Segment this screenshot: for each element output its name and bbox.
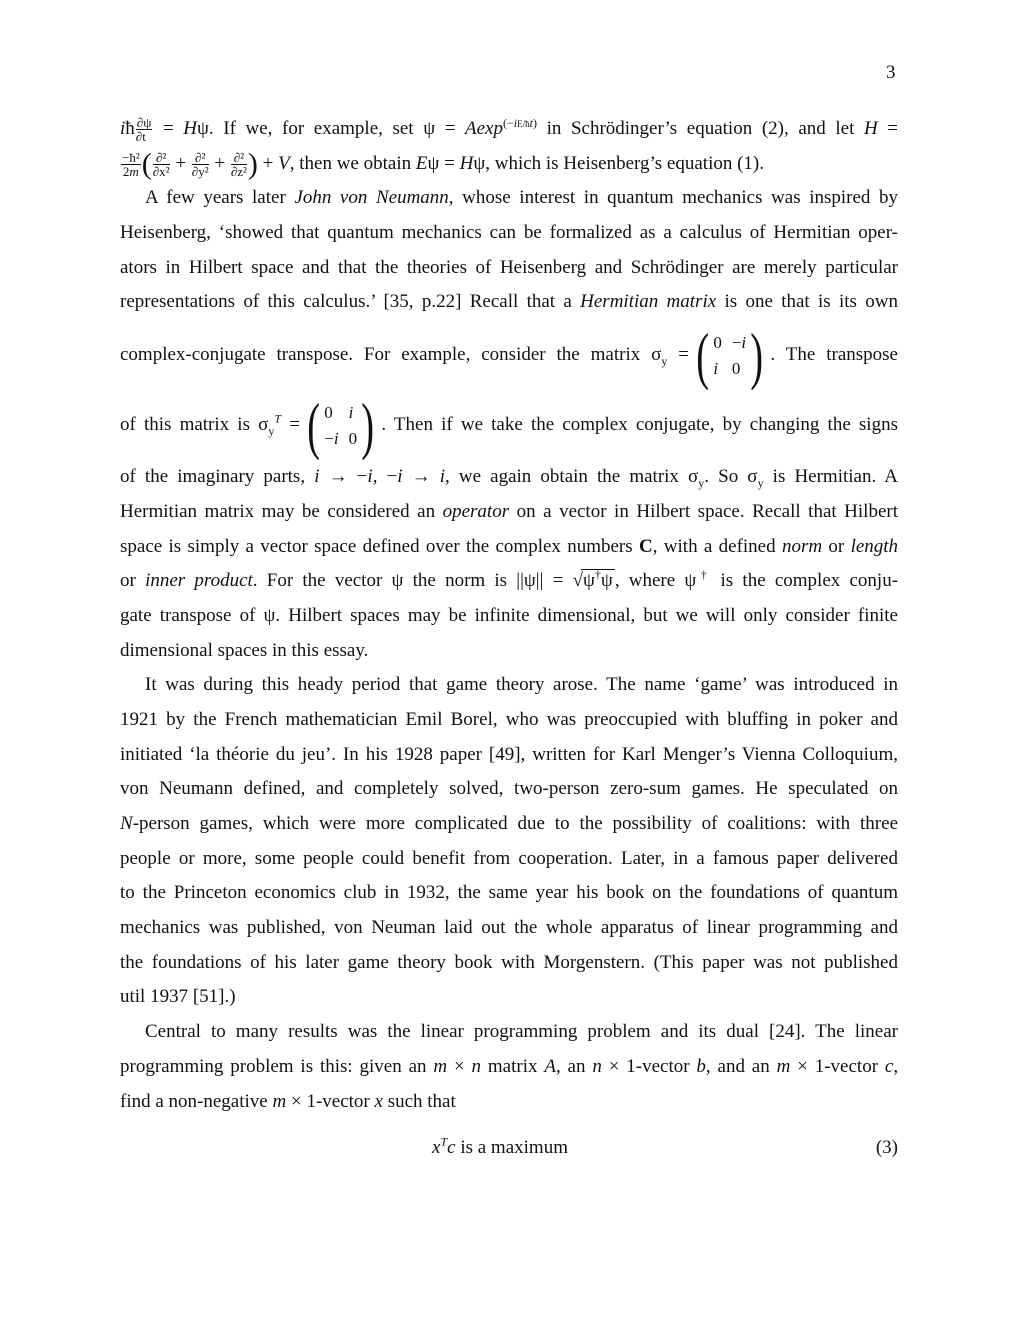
text: is one that is its own: [724, 291, 898, 313]
text: , and an: [705, 1055, 770, 1077]
text: . The transpose: [770, 344, 898, 366]
para2-line4: [120, 285, 898, 320]
para3-line6: people or more, some people could benefit from cooperation. Later, in a famous paper delivered: [120, 847, 898, 869]
text: or: [120, 570, 136, 592]
text: , which is Heisenberg’s equation (1).: [485, 152, 765, 174]
para3-line4: von Neumann defined, and completely solved, two-person zero-sum games. He speculated on: [120, 778, 898, 800]
term-inner-product: inner product: [145, 570, 253, 592]
text: is a maximum: [460, 1137, 568, 1159]
text: , then we obtain: [289, 152, 412, 174]
partial-t-fraction: $\frac{\partial\psi}{\partial t}$: [135, 115, 152, 145]
para2-line10: or inner product. For the vector ψ the norm is ||ψ|| = √ψ†ψ , where ψ† is the complex conju-: [120, 567, 898, 592]
text: . Hilbert spaces may be infinite dimensional, but we will only consider finite: [275, 604, 898, 626]
para4-line3: find a non-negative m × 1-vector x such that: [120, 1090, 456, 1112]
text: , where: [614, 570, 676, 592]
term-operator: operator: [442, 500, 510, 522]
hbar-fraction: $\frac{\text{−ħ²}}{2m}$: [122, 149, 140, 179]
para2-line7: of the imaginary parts, i → −i, −i → i, we again obtain the matrix $\sigma_y$. So $\sigma_y$ is Hermitian. A: [120, 466, 898, 490]
para3-line5: [120, 807, 898, 842]
text: , an: [555, 1055, 586, 1077]
page-number: 3: [886, 62, 896, 83]
equation-3: [120, 1131, 898, 1166]
text: is the complex conju-: [720, 570, 898, 592]
text: . Then if we take the complex conjugate, by changing the signs: [381, 414, 898, 436]
text: is Hermitian. A: [772, 466, 898, 488]
para4-line2: programming problem is this: given an m × n matrix A, an n × 1-vector b, and an m × 1-vector c,: [120, 1055, 898, 1077]
para3-line3: initiated ‘la théorie du jeu’. In his 1928 paper [49], written for Karl Menger’s Vienna Colloquium,: [120, 743, 898, 765]
para3-line9: the foundations of his later game theory book with Morgenstern. (This paper was not published: [120, 951, 898, 973]
text: complex-conjugate transpose. For example, consider the matrix: [120, 344, 641, 366]
text: . So: [704, 466, 739, 488]
text: matrix: [487, 1055, 538, 1077]
text: space is simply a vector space defined over the complex numbers: [120, 535, 633, 557]
text: 1-vector: [306, 1090, 370, 1112]
para2-line2: Heisenberg, ‘showed that quantum mechanics can be formalized as a calculus of Hermitian oper-: [120, 222, 898, 244]
para1-line2: $\frac{\text{−ħ²}}{2m}$ ( $\frac{\text{∂²}}{\text{∂x²}}$ + $\frac{\text{∂²}}{\text{∂y²}}$ + $\frac{\text{∂²}}{\text{∂z²}}$ ) + V, then we obtain Eψ = Hψ, which is Heisenberg’s equation (1).: [122, 146, 765, 180]
para2-line12: dimensional spaces in this essay.: [120, 639, 369, 661]
para3-line8: mechanics was published, von Neuman laid out the whole apparatus of linear programming and: [120, 917, 898, 939]
var-n: N: [120, 813, 133, 834]
text: the norm is: [412, 570, 508, 592]
term-length: length: [850, 535, 898, 557]
sigma-y-transpose-matrix: ( 0 i −i 0 ): [307, 390, 375, 461]
para2-line3: ators in Hilbert space and that the theories of Heisenberg and Schrödinger are merely particular: [120, 256, 898, 278]
equation-3-body: $x^Tc$ is a maximum: [432, 1134, 568, 1159]
text: , whose interest in quantum mechanics was inspired by: [448, 187, 898, 209]
text: on a vector in Hilbert space. Recall that Hilbert: [516, 500, 898, 522]
text: representations of this calculus.’ [35, p.22] Recall that a: [120, 291, 572, 313]
text: , with a defined: [652, 535, 776, 557]
para1-line1: iħ $\frac{\partial\psi}{\partial t}$ = Hψ. If we, for example, set ψ = Aexp$^{(-iE/ħt)}$ in Schrödinger’s equation (2), and let H =: [120, 115, 898, 145]
equation-3-number: (3): [875, 1137, 898, 1159]
text: find a non-negative: [120, 1090, 268, 1112]
sigma-y-matrix: ( 0 −i i 0 ): [696, 320, 764, 391]
term-hermitian-matrix: Hermitian matrix: [580, 291, 717, 313]
para2-line9: space is simply a vector space defined over the complex numbers C, with a defined norm or length: [120, 535, 898, 557]
text: of this matrix is: [120, 414, 250, 436]
para3-line1: It was during this heady period that game theory arose. The name ‘game’ was introduced in: [145, 674, 898, 696]
text: If we, for example, set: [223, 118, 414, 139]
text: 1-vector: [814, 1055, 879, 1077]
name-john-von-neumann: John von Neumann: [294, 187, 449, 209]
page-body: [120, 112, 898, 1166]
para4-line1: Central to many results was the linear programming problem and its dual [24]. The linear: [145, 1021, 898, 1043]
text: , we again obtain the matrix: [445, 466, 679, 488]
para2-line6: of this matrix is $\sigma_y^T$ = ( 0 i −i 0 ) . Then if we take the complex conjugate, by changing the signs: [120, 390, 898, 461]
para2-line8: [120, 495, 898, 530]
para2-line1: [120, 181, 898, 216]
para3-line2: 1921 by the French mathematician Emil Borel, who was preoccupied with bluffing in poker and: [120, 708, 898, 730]
text: Hermitian matrix may be considered an: [120, 500, 436, 522]
text: or: [828, 535, 845, 557]
text: . For the vector: [252, 570, 383, 592]
text: in Schrödinger’s equation (2), and let: [546, 118, 855, 139]
text: 1-vector: [626, 1055, 690, 1077]
term-norm: norm: [781, 535, 823, 557]
text: A few years later: [145, 187, 286, 209]
para3-line7: to the Princeton economics club in 1932, the same year his book on the foundations of quantum: [120, 882, 898, 904]
text: gate transpose of: [120, 604, 256, 626]
para2-line5: complex-conjugate transpose. For example, consider the matrix $\sigma_y$ = ( 0 −i i 0 ) . The transpose: [120, 320, 898, 391]
text: of the imaginary parts,: [120, 466, 306, 488]
text: such that: [387, 1090, 456, 1112]
text: programming problem is this: given an: [120, 1055, 427, 1077]
text: -person games, which were more complicated due to the possibility of coalitions: with three: [132, 813, 898, 834]
para2-line11: gate transpose of ψ. Hilbert spaces may be infinite dimensional, but we will only consider finite: [120, 604, 898, 626]
para3-line10: util 1937 [51].): [120, 986, 236, 1008]
